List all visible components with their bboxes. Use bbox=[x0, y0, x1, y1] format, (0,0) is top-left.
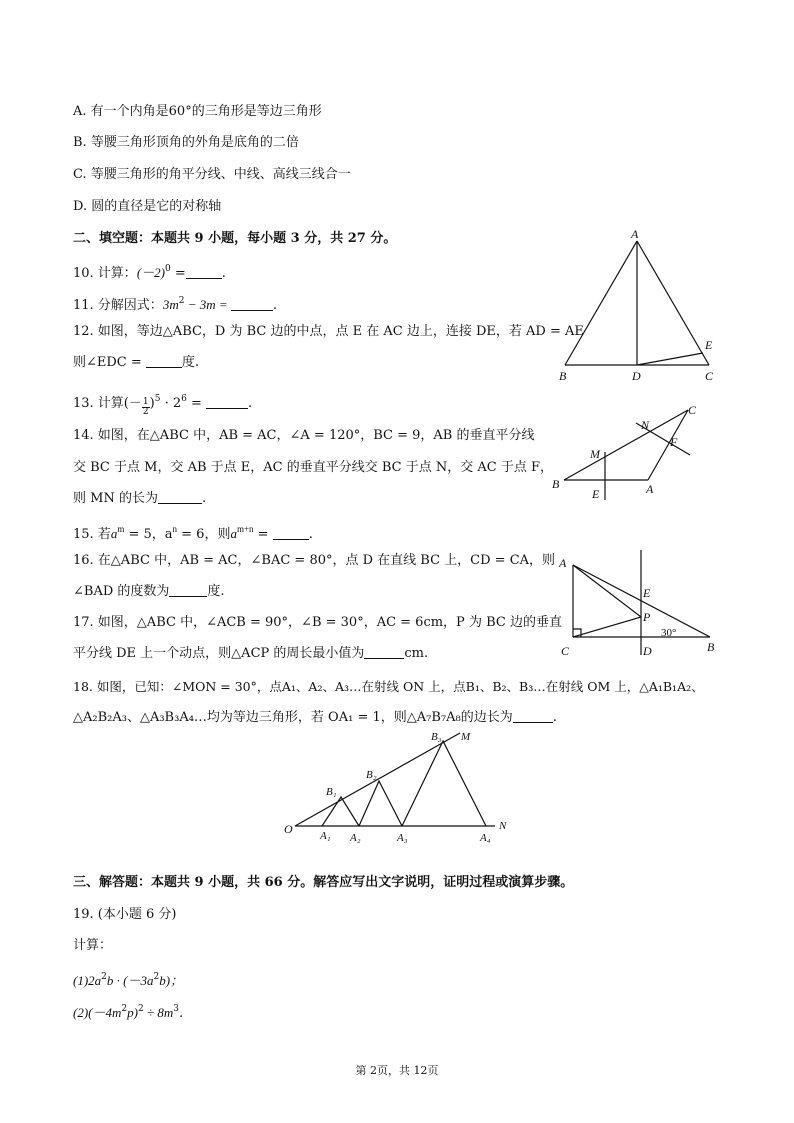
question-12-line2: 则∠EDC = 度. bbox=[73, 355, 200, 370]
fig14-side-ac bbox=[648, 410, 688, 480]
fig17-segment-cp bbox=[573, 617, 641, 637]
fig17-label-d: D bbox=[643, 644, 652, 658]
fig18-label-a1: A₁ bbox=[320, 830, 331, 842]
question-13: 13. 计算(－ $\frac{1}{2}$ )$^5 \cdot 2^6$ = . bbox=[73, 394, 253, 417]
fig18-label-o: O bbox=[284, 822, 293, 836]
option-b: B. 等腰三角形顶角的外角是底角的二倍 bbox=[73, 135, 299, 150]
fig18-label-a4: A₄ bbox=[480, 832, 491, 844]
fig14-label-n: N bbox=[641, 418, 650, 432]
question-17-line1: 17. 如图，△ABC 中，∠ACB = 90°，∠B = 30°，AC = 6cm，P 为 BC 边的垂直 bbox=[73, 615, 562, 630]
question-19-title: 19. (本小题 6 分) bbox=[73, 907, 177, 922]
question-19-part1: $(1)2a^2b \cdot (-3a^2b)$； bbox=[73, 972, 184, 988]
option-c: C. 等腰三角形的角平分线、中线、高线三线合一 bbox=[73, 167, 351, 182]
fig18-label-a2: A₂ bbox=[350, 832, 361, 844]
figure-q18-triangles bbox=[280, 725, 520, 845]
page-footer: 第 2页，共 12页 bbox=[355, 1064, 439, 1077]
fig18-label-n: N bbox=[499, 820, 507, 832]
section2-heading: 二、填空题：本题共 9 小题，每小题 3 分，共 27 分。 bbox=[73, 231, 397, 246]
fig17-label-b: B bbox=[707, 640, 715, 654]
fig18-label-a3: A₃ bbox=[397, 832, 408, 844]
question-11: 11. 分解因式：$3m^2 - 3m$ = . bbox=[73, 296, 278, 313]
question-17-line2: 平分线 DE 上一个动点，则△ACP 的周长最小值为 cm. bbox=[73, 646, 429, 661]
fig17-label-a: A bbox=[559, 556, 567, 570]
figure-q14-triangle bbox=[548, 400, 708, 505]
question-16-line1: 16. 在△ABC 中，AB = AC，∠BAC = 80°，点 D 在直线 BC 上，CD = CA，则 bbox=[73, 553, 556, 568]
fig14-label-f: F bbox=[670, 435, 678, 449]
fig18-ray-om bbox=[295, 733, 460, 826]
figure-q12-triangle bbox=[555, 225, 725, 385]
fig12-side-ab bbox=[565, 241, 637, 365]
fig17-label-p: P bbox=[643, 610, 651, 624]
question-10: 10. 计算：$(-2)^0$ = . bbox=[73, 264, 226, 281]
question-14-line1: 14. 如图，在△ABC 中，AB = AC，∠A = 120°，BC = 9，AB 的垂直平分线 bbox=[73, 428, 535, 443]
question-19-intro: 计算： bbox=[73, 938, 113, 953]
fig17-label-angle: 30° bbox=[661, 627, 677, 639]
fraction-half: $\frac{1}{2}$ bbox=[142, 397, 149, 417]
fig18-label-m: M bbox=[461, 731, 471, 743]
question-18-line1: 18. 如图，已知：∠MON = 30°，点A₁、A₂、A₃…在射线 ON 上，点B₁、B₂、B₃…在射线 OM 上，△A₁B₁A₂、 bbox=[73, 679, 704, 694]
fig14-label-a: A bbox=[646, 482, 654, 496]
fig12-side-ac bbox=[637, 241, 709, 365]
question-19-part2: $(2)(-4m^2p)^2 \div 8m^3$. bbox=[73, 1004, 184, 1021]
question-18-line2: △A₂B₂A₃、△A₃B₃A₄…均为等边三角形，若 OA₁ = 1，则△A₇B₇A₈的边长为 . bbox=[73, 710, 557, 725]
question-14-line3: 则 MN 的长为 . bbox=[73, 491, 207, 506]
fig18-triangle-3 bbox=[402, 741, 486, 826]
option-d: D. 圆的直径是它的对称轴 bbox=[73, 199, 222, 214]
question-14-line2: 交 BC 于点 M，交 AB 于点 E，AC 的垂直平分线交 BC 于点 N，交 AC 于点 F， bbox=[73, 460, 554, 475]
section3-heading: 三、解答题：本题共 9 小题，共 66 分。解答应写出文字说明，证明过程或演算步骤。 bbox=[73, 875, 574, 890]
fig18-label-b2: B₂ bbox=[366, 769, 377, 781]
fig12-label-b: B bbox=[559, 369, 567, 383]
fig14-label-e: E bbox=[592, 487, 600, 501]
fig14-label-c: C bbox=[688, 403, 697, 417]
fig14-label-b: B bbox=[552, 477, 560, 491]
fig14-label-m: M bbox=[590, 447, 600, 461]
fig18-triangle-2 bbox=[359, 781, 402, 826]
figure-q17-triangle bbox=[555, 545, 725, 660]
option-a: A. 有一个内角是60°的三角形是等边三角形 bbox=[73, 104, 322, 119]
fig12-label-a: A bbox=[631, 227, 639, 241]
fig18-label-b3: B₃ bbox=[431, 731, 442, 743]
fig17-segment-ap bbox=[573, 565, 641, 617]
question-12-line1: 12. 如图，等边△ABC，D 为 BC 边的中点，点 E 在 AC 边上，连接 DE，若 AD = AE bbox=[73, 324, 584, 339]
fig17-label-e: E bbox=[643, 586, 651, 600]
fig12-label-e: E bbox=[705, 338, 713, 352]
fig12-label-c: C bbox=[705, 369, 714, 383]
question-15: 15. 若$a^m = 5$，$a^n = 6$，则$a^{m+n}$ = . bbox=[73, 524, 313, 542]
fig18-triangle-1 bbox=[322, 797, 359, 826]
question-16-line2: ∠BAD 的度数为 度. bbox=[73, 584, 225, 599]
fig18-label-b1: B₁ bbox=[326, 786, 337, 798]
fig12-label-d: D bbox=[632, 369, 641, 383]
fig12-segment-de bbox=[637, 353, 703, 365]
fig17-label-c: C bbox=[561, 644, 570, 658]
